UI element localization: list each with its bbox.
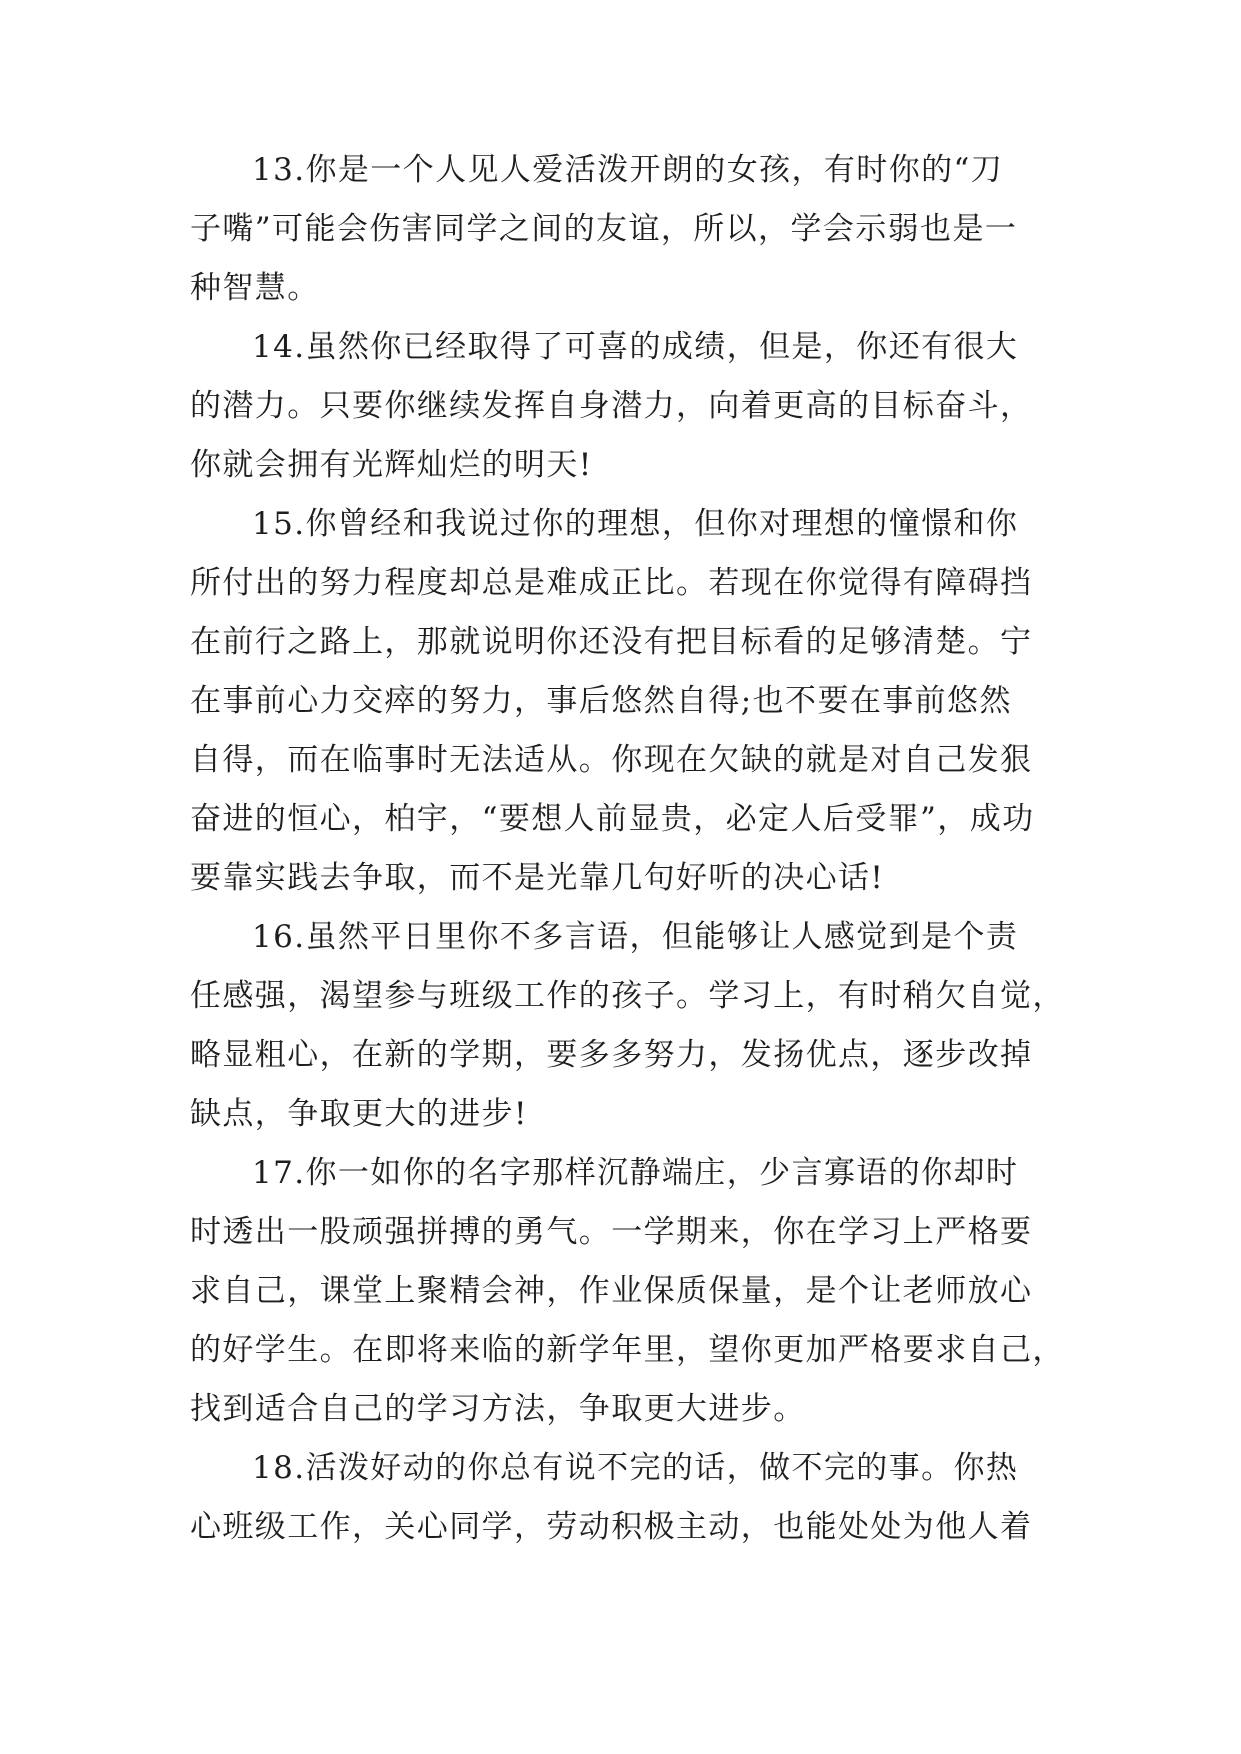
- text-line: 在前行之路上，那就说明你还没有把目标看的足够清楚。宁: [190, 624, 1033, 660]
- text-line: 的好学生。在即将来临的新学年里，望你更加严格要求自己，: [190, 1332, 1065, 1368]
- text-line: 自得，而在临事时无法适从。你现在欠缺的就是对自己发狠: [190, 742, 1033, 778]
- text-line: 18.活泼好动的你总有说不完的话，做不完的事。你热: [252, 1450, 1019, 1486]
- text-line: 要靠实践去争取，而不是光靠几句好听的决心话!: [190, 860, 885, 896]
- text-line: 17.你一如你的名字那样沉静端庄，少言寡语的你却时: [252, 1155, 1019, 1191]
- text-line: 任感强，渴望参与班级工作的孩子。学习上，有时稍欠自觉，: [190, 978, 1065, 1014]
- text-line: 16.虽然平日里你不多言语，但能够让人感觉到是个责: [252, 919, 1019, 955]
- text-line: 略显粗心，在新的学期，要多多努力，发扬优点，逐步改掉: [190, 1037, 1033, 1073]
- text-line: 种智慧。: [190, 270, 320, 306]
- text-line: 所付出的努力程度却总是难成正比。若现在你觉得有障碍挡: [190, 565, 1033, 601]
- text-line: 找到适合自己的学习方法，争取更大进步。: [190, 1391, 806, 1427]
- text-line: 时透出一股顽强拼搏的勇气。一学期来，你在学习上严格要: [190, 1214, 1033, 1250]
- text-line: 子嘴”可能会伤害同学之间的友谊，所以，学会示弱也是一: [190, 211, 1018, 247]
- text-line: 求自己，课堂上聚精会神，作业保质保量，是个让老师放心: [190, 1273, 1033, 1309]
- text-line: 15.你曾经和我说过你的理想，但你对理想的憧憬和你: [252, 506, 1019, 542]
- text-line: 在事前心力交瘁的努力，事后悠然自得;也不要在事前悠然: [190, 683, 1012, 719]
- text-line: 14.虽然你已经取得了可喜的成绩，但是，你还有很大: [252, 329, 1019, 365]
- text-line: 缺点，争取更大的进步!: [190, 1096, 528, 1132]
- text-line: 心班级工作，关心同学，劳动积极主动，也能处处为他人着: [190, 1509, 1033, 1545]
- text-line: 奋进的恒心，柏宇，“要想人前显贵，必定人后受罪”，成功: [190, 801, 1035, 837]
- text-line: 13.你是一个人见人爱活泼开朗的女孩，有时你的“刀: [252, 152, 1004, 188]
- text-line: 你就会拥有光辉灿烂的明天!: [190, 447, 593, 483]
- text-line: 的潜力。只要你继续发挥自身潜力，向着更高的目标奋斗，: [190, 388, 1033, 424]
